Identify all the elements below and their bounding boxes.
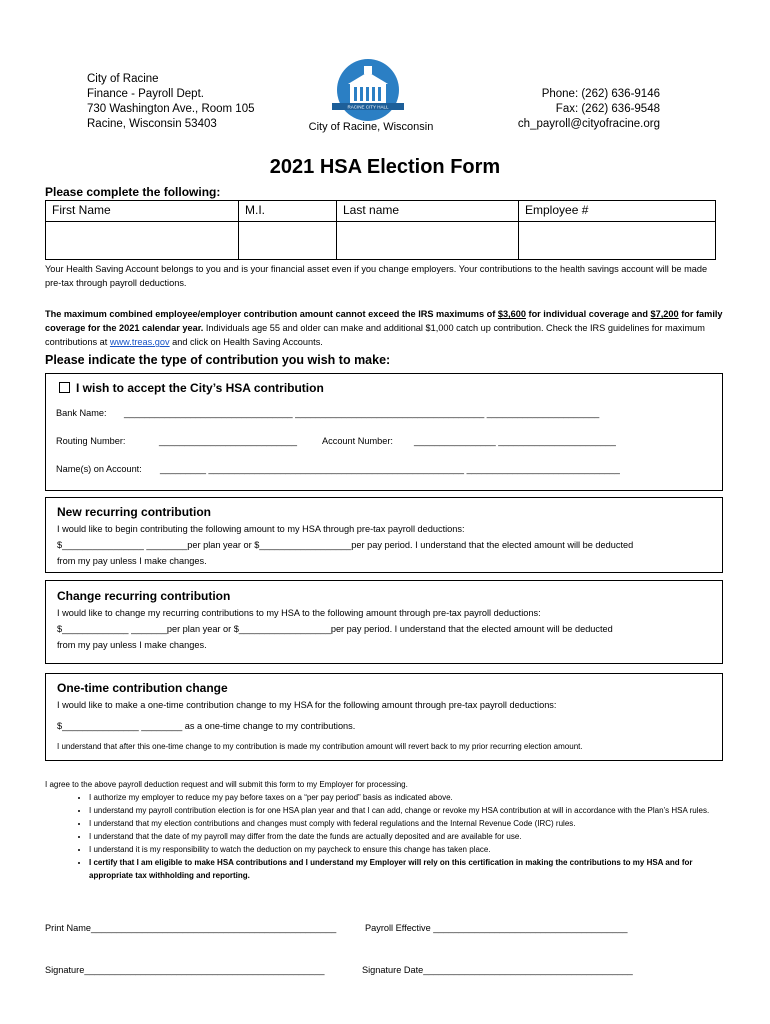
- department-address: [87, 72, 255, 132]
- middle-initial-header: M.I.: [239, 201, 337, 222]
- last-name-header: Last name: [337, 201, 519, 222]
- signature-date-field[interactable]: Signature Date_________________________________________: [362, 965, 633, 975]
- limits-text: for family coverage for the 2021 calendar year.: [45, 309, 723, 333]
- one-time-title: One-time contribution change: [57, 681, 228, 695]
- limits-text: The maximum combined employee/employer contribution amount cannot exceed the IRS maximums of: [45, 309, 498, 319]
- new-recurring-text: I would like to begin contributing the following amount to my HSA through pre-tax payroll deductions:: [57, 524, 465, 534]
- individual-limit: $3,600: [497, 309, 526, 319]
- routing-number-label: Routing Number:: [56, 436, 126, 446]
- one-time-text: I would like to make a one-time contribution change to my HSA for the following amount through pre-tax payroll deductions:: [57, 700, 557, 710]
- change-recurring-text: I would like to change my recurring contributions to my HSA to the following amount through pre-tax payroll deductions:: [57, 608, 541, 618]
- new-recurring-title: New recurring contribution: [57, 505, 212, 519]
- account-number-label: Account Number:: [322, 436, 393, 446]
- fax-number: Fax: (262) 636-9548: [555, 103, 660, 115]
- form-title: 2021 HSA Election Form: [269, 156, 501, 178]
- accept-city-checkbox[interactable]: [59, 382, 70, 393]
- address-line: City of Racine: [87, 73, 159, 85]
- accept-city-label: I wish to accept the City’s HSA contribution: [76, 381, 324, 395]
- agreement-intro: I agree to the above payroll deduction request and will submit this form to my Employer for processing.: [45, 780, 408, 789]
- one-time-amount-line[interactable]: $_______________ ________ as a one-time change to my contributions.: [57, 721, 356, 731]
- names-on-account-field[interactable]: _________ __________________________________________________ ______________________________: [160, 464, 620, 474]
- complete-heading: Please complete the following:: [45, 185, 221, 199]
- irs-limits-paragraph: [45, 307, 730, 349]
- routing-number-field[interactable]: ___________________________: [159, 436, 297, 446]
- new-recurring-box: [45, 497, 723, 573]
- change-recurring-text: from my pay unless I make changes.: [57, 640, 207, 650]
- contact-info: [518, 87, 660, 132]
- address-line: Racine, Wisconsin 53403: [87, 118, 217, 130]
- city-logo: [328, 57, 408, 123]
- limits-text: for individual coverage and: [525, 309, 651, 319]
- agreement-item: • I authorize my employer to reduce my pay before taxes on a “per pay period” basis as indicated above.: [89, 791, 729, 804]
- employee-number-field[interactable]: [519, 222, 716, 260]
- contribution-type-heading: Please indicate the type of contribution you wish to make:: [45, 353, 391, 367]
- phone-number: Phone: (262) 636-9146: [541, 88, 660, 100]
- hsa-ownership-paragraph: Your Health Saving Account belongs to you and is your financial asset even if you change employers. Your contributions to the health savings account will be made pre-tax through payroll deductions.: [45, 264, 708, 288]
- certification-item: • I certify that I am eligible to make HSA contributions and I understand my Employer will rely on this certification in making the contributions to my HSA and for appropriate tax withholding and reporting.: [89, 856, 729, 882]
- account-number-field[interactable]: ________________ _______________________: [414, 436, 616, 446]
- change-recurring-title: Change recurring contribution: [57, 589, 231, 603]
- first-name-header: First Name: [46, 201, 239, 222]
- agreement-list: [45, 791, 729, 882]
- employee-info-table: [45, 200, 716, 260]
- names-on-account-label: Name(s) on Account:: [56, 464, 142, 474]
- accept-city-title: [59, 381, 324, 395]
- new-recurring-amount-line[interactable]: $________________ ________per plan year or $__________________per pay period. I understand that the elected amount will be deducted: [57, 540, 634, 550]
- employee-number-header: Employee #: [519, 201, 716, 222]
- signature-field[interactable]: Signature_______________________________________________: [45, 965, 325, 975]
- one-time-change-box: [45, 673, 723, 761]
- new-recurring-text: from my pay unless I make changes.: [57, 556, 207, 566]
- change-recurring-amount-line[interactable]: $_____________ _______per plan year or $__________________per pay period. I understand that the elected amount will be deducted: [57, 624, 613, 634]
- accept-city-contribution-box: [45, 373, 723, 491]
- bank-name-label: Bank Name:: [56, 408, 107, 418]
- logo-caption: City of Racine, Wisconsin: [308, 121, 434, 133]
- catch-up-text: Individuals age 55 and older can make and additional $1,000 catch up contribution. Check the IRS guidelines for maximum contributions at: [45, 323, 705, 347]
- payroll-email: ch_payroll@cityofracine.org: [517, 118, 660, 130]
- city-hall-logo-icon: [328, 57, 408, 123]
- agreement-item: • I understand my payroll contribution election is for one HSA plan year and that I can add, change or revoke my HSA contribution at will in accordance with the Plan’s HSA rules.: [89, 804, 729, 817]
- change-recurring-box: [45, 580, 723, 664]
- treas-gov-link[interactable]: www.treas.gov: [109, 337, 170, 347]
- payroll-effective-field[interactable]: Payroll Effective ______________________________________: [365, 923, 628, 933]
- logo-text: RACINE CITY HALL: [347, 104, 389, 110]
- address-line: Finance - Payroll Dept.: [87, 88, 204, 100]
- address-line: 730 Washington Ave., Room 105: [87, 103, 255, 115]
- print-name-field[interactable]: Print Name________________________________________________: [45, 923, 337, 933]
- one-time-revert-text: I understand that after this one-time change to my contribution is made my contribution amount will revert back to my prior recurring election amount.: [57, 742, 583, 751]
- family-limit: $7,200: [650, 309, 679, 319]
- agreement-item: • I understand it is my responsibility to watch the deduction on my paycheck to ensure this change has taken place.: [89, 843, 729, 856]
- middle-initial-field[interactable]: [239, 222, 337, 260]
- first-name-field[interactable]: [46, 222, 239, 260]
- link-suffix-text: and click on Health Saving Accounts.: [169, 337, 323, 347]
- agreement-item: • I understand that the date of my payroll may differ from the date the funds are actually deposited and are available for use.: [89, 830, 729, 843]
- agreement-item: • I understand that my election contributions and changes must comply with federal regulations and the Internal Revenue Code (IRC) rules.: [89, 817, 729, 830]
- bank-name-field[interactable]: _________________________________ _____________________________________ ______________________: [124, 408, 600, 418]
- last-name-field[interactable]: [337, 222, 519, 260]
